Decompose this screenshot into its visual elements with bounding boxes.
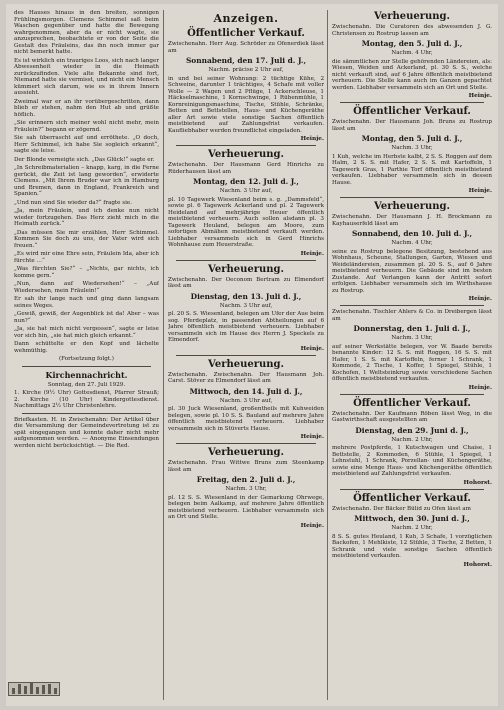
ad-signature: Heinje. (468, 296, 492, 302)
story-paragraph: Zweimal war er an ihr vorübergeschritten, dann blieb er stehen, nahm den Hut ab und grüßte höflich. (14, 98, 159, 118)
divider (22, 366, 151, 367)
story-paragraph: Er sah ihr lange nach und ging dann langsam seines Weges. (14, 296, 159, 309)
ad-time: Nachm. 4 Uhr, (391, 50, 433, 56)
ad-intro: Zwischenahn. Zwischenahn. Der Hausmann Joh. Carst. Stöver zu Elmendorf lässt am (168, 371, 324, 384)
ad-block (332, 201, 492, 302)
divider (176, 443, 316, 444)
ad-title: Verheuerung. (373, 11, 451, 22)
ad-date: Sonnabend, den 10. Juli d. J., (351, 229, 473, 238)
ad-body: pl. 12 S. S. Wiesenland in der Gemarkung Ohrwege, belegen beim Aalkamp, auf mehrere Jahre öffentlich meistbietend verheuern. Liebhaber versammeln sich an Ort und Stelle. (168, 494, 324, 520)
newspaper-page (6, 4, 498, 706)
ad-date: Mittwoch, den 14. Juli d. J., (189, 386, 303, 396)
ad-title: Verheuerung. (207, 358, 285, 370)
ad-time: Nachm. 4 Uhr, (391, 240, 433, 246)
story-paragraph: Der Blonde verneigte sich. „Das Glück!“ sagte er. (14, 156, 155, 163)
ad-intro: Zwischenahn. Der Oeconom Bertram zu Elmendorf lässt am (168, 276, 324, 289)
ad-date: Dienstag, den 29. Juni d. J., (355, 425, 469, 435)
column-story (14, 10, 159, 700)
letterbox-paragraph: Briefkasten. H. in Zwischenahn: Der Artikel über die Versammlung der Gemeindevertretung ist zu spät eingegangen und konnte daher nicht mehr aufgenommen werden. — Anonyme Einsendungen werden nicht berücksichtigt. — Die Red. (14, 416, 159, 449)
story-paragraph: „Und nun sind Sie wieder da?“ fragte sie. (14, 199, 133, 206)
ad-block (332, 309, 492, 391)
divider (340, 489, 484, 490)
story-paragraph: „Es wird mir eine Ehre sein, Fräulein Ida, aber ich fürchte …“ (14, 251, 159, 264)
ad-date: Donnerstag, den 1. Juli d. J., (353, 324, 471, 333)
ad-body: mehrere Postpferde, 1 Kutschwagen und Chaise, 1 Bettstelle, 2 Kommoden, 6 Stühle, 1 Spiegel, 1 Lehnstuhl, 1 Schrank, Porzellan- und Küchengeräthe, sowie eine Menge Haus- und Küchengeräthe öffentlich meistbietend auf Zahlungsfrist verkaufen. (332, 445, 492, 477)
story-paragraph: „Das müssen Sie mir erzählen, Herr Schimmel. Kommen Sie doch zu uns, der Vater wird sich freuen.“ (14, 229, 159, 249)
ad-signature: Heinje. (300, 522, 324, 529)
ad-intro: Zwischenahn. Herr Aug. Schröder zu Ofenerdiek lässt am (168, 41, 324, 54)
ad-intro: Zwischenahn. Der Hausmann Gerd Hinrichs zu Rüderhausen lässt am (168, 162, 324, 175)
divider (340, 305, 484, 306)
ad-title: Öffentlicher Verkauf. (187, 28, 305, 39)
ad-date: Sonnabend, den 17. Juli d. J., (185, 56, 307, 65)
column-rule (163, 10, 164, 700)
ad-time: Nachm. 2 Uhr, (391, 525, 433, 531)
ad-block (332, 398, 492, 486)
ad-block (168, 359, 324, 441)
story-paragraph: Sie sah überrascht auf und erröthete. „O doch, Herr Schimmel, ich habe Sie sogleich erkannt“, sagte sie leise. (14, 135, 159, 154)
ad-time: Nachm. 2 Uhr, (391, 436, 433, 443)
ad-signature: Heinje. (300, 136, 324, 142)
ad-date: Freitag, den 2. Juli d. J., (196, 475, 296, 484)
ad-title: Öffentlicher Verkauf. (353, 397, 471, 409)
ad-signature: Heinje. (300, 434, 324, 440)
ad-title: Verheuerung. (207, 263, 285, 275)
ad-body: in und bei seiner Wohnung: 2 tüchtige Kühe, 2 Schweine, darunter 1 trächtiges, 4 Schafe mit voller Wolle — 2 Wagen und 2 Pflüge, 1 Ackerschleuse, 1 Häckselmaschine, 1 Kornschwinge, 1 Rübenmühle, 1 Kornreinigungsmaschine, Tische, Stühle, Schränke, Betten und Bettstellen, Haus- und Küchengeräthe aller Art sowie viele sonstige Sachen öffentlich meistbietend auf Zahlungsfrist verkaufen. Kaufliebhaber werden freundlichst eingeladen. (168, 75, 324, 134)
divider (340, 102, 484, 103)
church-news-heading: Kirchennachricht. (45, 369, 128, 380)
story-paragraph: Dann schüttelte er den Kopf und lächelte wehmüthig. (14, 341, 159, 354)
ad-signature: Heinje. (468, 93, 492, 99)
ad-time: Nachm. 3 Uhr auf, (219, 188, 273, 194)
ad-body: 1 Kuh, welche im Herbste kalbt, 2 S. S. Roggen auf dem Halm, 2 S. S. mit Hafer, 2 S. S. mit Kartoffeln, 1 Tagewerk Gras, 1 Parthie Torf öffentlich meistbietend verkaufen. Liebhaber versammeln sich in dessen Hause. (332, 153, 492, 186)
column-ads-middle (168, 10, 324, 700)
ad-time: Nachm. 3 Uhr auf, (219, 302, 273, 309)
story-paragraph: „Nun, dann auf Wiedersehen!“ – „Auf Wiedersehen, mein Fräulein!“ (14, 281, 159, 294)
story-paragraph: „Sie erinnern sich meiner wohl nicht mehr, mein Fräulein?“ begann er zögernd. (14, 120, 159, 133)
ad-date: Montag, den 12. Juli d. J., (193, 177, 299, 186)
ad-block (168, 264, 324, 352)
ad-intro: Zwischenahn. Der Kaufmann Röben lässt Weg, in die Gastwirthschaft ausgestellten am (332, 410, 492, 423)
ad-signature: Hohorst. (463, 479, 492, 486)
story-paragraph: „Gewiß, gewiß, der Augenblick ist da! Aber – was nun?“ (14, 311, 159, 324)
divider (340, 394, 484, 395)
ad-body: die sämmtlichen zur Stelle gehörenden Ländereien, als: Wiesen, Weiden und Ackerland, pl. 30 S. S., welche nicht verkauft sind, auf 6 Jahre öffentlich meistbietend verheuern. Die Stelle kann auch im Ganzen gepachtet werden. Liebhaber versammeln sich an Ort und Stelle. (332, 58, 492, 91)
ad-body: auf seiner Werkstätte belegen, vor W. Baade bereits benannte Kinder: 12 S. S. mit Roggen, 16 S. S. mit Hafer, 1 S. S. mit Kartoffeln, ferner 1 Schrank, 1 Kommode, 2 Tische, 1 Koffer, 1 Spiegel, Stühle, 1 Kochofen, 1 Weltsteinkrug sowie verschiedene Sachen öffentlich meistbietend verkaufen. (332, 343, 492, 382)
ad-date: Montag, den 5. Juli d. J., (361, 39, 463, 48)
divider (22, 413, 151, 414)
ad-signature: Heinje. (468, 188, 492, 194)
story-paragraph: „Ja, mein Fräulein, und ich denke nun nicht wieder fortzugehen. Das Herz zieht mich in die Heimath zurück.“ (14, 208, 159, 227)
ad-block (332, 11, 492, 99)
ad-intro: Zwischenahn. Der Hausmann J. H. Brockmann zu Kayhauserfeld lässt am (332, 214, 492, 227)
ad-intro: Zwischenahn. Frau Wittwe Bruns zum Steenkamp lässt am (168, 460, 324, 473)
ad-time: Nachm. präcise 2 Uhr auf, (208, 67, 284, 73)
ad-date: Mittwoch, den 30. Juni d. J., (354, 514, 470, 523)
divider (176, 355, 316, 356)
divider (176, 260, 316, 261)
ad-title: Verheuerung. (207, 149, 285, 160)
church-paragraph: 1. Kirche (9½ Uhr) Gottesdienst, Pfarrer Strauß; 2. Kirche (10 Uhr) Kindergottesdienst. Nachmittags 2½ Uhr Christenlehre. (14, 390, 159, 409)
ad-block (332, 493, 492, 568)
ad-body: pl. 20 S. S. Wiesenland, belegen am Ufer der Aue beim sog. Pferdeplatz, in passenden Abtheilungen auf 6 Jahre öffentlich meistbietend verheuern. Liebhaber versammeln sich im Hause des Herrn J. Speckels zu Elmendorf. (168, 311, 324, 343)
ad-title: Öffentlicher Verkauf. (353, 106, 471, 117)
column-rule (327, 10, 328, 700)
ad-block (168, 447, 324, 529)
ad-body: 8 S. S. gutes Heuland, 1 Kuh, 3 Schafe, 1 vorzüglichen Backofen, 1 Mehlkiste, 12 Stühle, 3 Tische, 2 Betten, 1 Schrank und viele sonstige Sachen öffentlich meistbietend verkaufen. (332, 533, 492, 559)
ad-time: Nachm. 3 Uhr, (225, 486, 267, 492)
ad-block (332, 106, 492, 194)
ad-date: Dienstag, den 13. Juli d. J., (190, 291, 302, 301)
ad-signature: Heinje. (300, 250, 324, 257)
column-ads-right (332, 10, 492, 700)
story-paragraph: „In Schreibmaterialien – knapp, karg, in die Ferne gerückt, die Zeit ist lang geworden“, erwiderte Clemens. „Mit Ihrem Bruder war ich in Hamburg und Bremen, dann in England, Frankreich und Spanien.“ (14, 165, 159, 197)
ad-title: Verheuerung. (373, 201, 451, 212)
ad-block (168, 149, 324, 257)
divider (176, 145, 316, 146)
story-paragraph: des Hauses hinaus in den breiten, sonnigen Frühlingsmorgen. Clemens Schimmel saß beim Waschen gegenüber und hatte die Bewegung wahrgenommen, aber da er nicht wagte, sie anzusprechen, beobachtete er von der Seite die Gestalt des Fräuleins, das ihn noch immer gar nicht bemerkt hatte. (14, 10, 159, 55)
ad-time: Nachm. 3 Uhr auf, (219, 397, 273, 404)
library-stamp-icon (8, 682, 60, 696)
divider (340, 197, 484, 198)
ad-signature: Heinje. (300, 345, 324, 352)
ad-signature: Heinje. (468, 384, 492, 391)
story-paragraph: „Was fürchten Sie?“ – „Nichts, gar nichts, ich komme gern.“ (14, 266, 159, 279)
ad-intro: Zwischenahn. Tischler Ahlers & Co. in Dreibergen lässt am (332, 309, 492, 322)
ad-time: Nachm. 3 Uhr, (391, 335, 433, 341)
story-paragraph: „Ja, sie hat mich nicht vergessen“, sagte er leise vor sich hin, „sie hat mich gleich erkannt.“ (14, 326, 159, 339)
ad-block (168, 28, 324, 142)
ad-signature: Hohorst. (463, 561, 492, 568)
story-continuation: (Fortsetzung folgt.) (58, 356, 114, 362)
ad-intro: Zwischenahn. Der Bäcker Bülid zu Ofen lässt am (332, 505, 471, 512)
ad-date: Montag, den 5. Juli d. J., (361, 134, 463, 143)
ad-title: Verheuerung. (207, 447, 285, 458)
ad-intro: Zwischenahn. Der Hausmann Joh. Bruns zu Rostrup lässt am (332, 119, 492, 132)
ad-title: Öffentlicher Verkauf. (353, 492, 471, 504)
ads-section-title: Anzeigen. (213, 12, 279, 25)
ad-intro: Zwischenahn. Die Curatoren des abwesenden J. G. Christensen zu Rostrup lassen am (332, 24, 492, 37)
ad-body: pl. 30 Juck Wiesenland, großentheils mit Kuhweiden belegen, sowie pl. 10 S. S. Bauland auf mehrere Jahre öffentlich meistbietend verheuern. Liebhaber versammeln sich in Stüverts Hause. (168, 406, 324, 432)
ad-body: seine zu Rostrup belegene Besitzung, bestehend aus Wohnhaus, Scheune, Stallungen, Garten, Wiesen und Weideländereien, zusammen pl. 20 S. S., auf 6 Jahre meistbietend verheuern. Die Gebäude sind im besten Zustande. Auf Verlangen kann der Antritt sofort erfolgen. Liebhaber versammeln sich im Wirthshause zu Rostrup. (332, 248, 492, 294)
ad-time: Nachm. 3 Uhr, (391, 145, 433, 151)
ad-body: pl. 10 Tagewerk Wiesenland beim s. g. „Dammsfeld“, sowie pl. 6 Tagewerk Ackerland und pl. 2 Tagewerk Heideland auf mehrjährige Heuer öffentlich meistbietend verheuern. Auch sollen alsdann pl. 3 Tagewerk Heuland, belegen am Moore, zum sofortigen Abmähen meistbietend verkauft werden. Liebhaber versammeln sich in Gerd Hinrichs Wohnhause zum Heuerstraße. (168, 196, 324, 248)
story-paragraph: Es ist wirklich ein trauriges Loos, sich nach langer Abwesenheit wieder in die Heimath zurückzufinden. Viele alte Bekannte sind fort, Niemand hatte sie vermisst, und nicht ein Mensch kümmert sich darum, wie es in ihrem Innern aussieht. (14, 57, 159, 96)
church-date: Sonntag, den 27. Juli 1929. (47, 381, 126, 388)
